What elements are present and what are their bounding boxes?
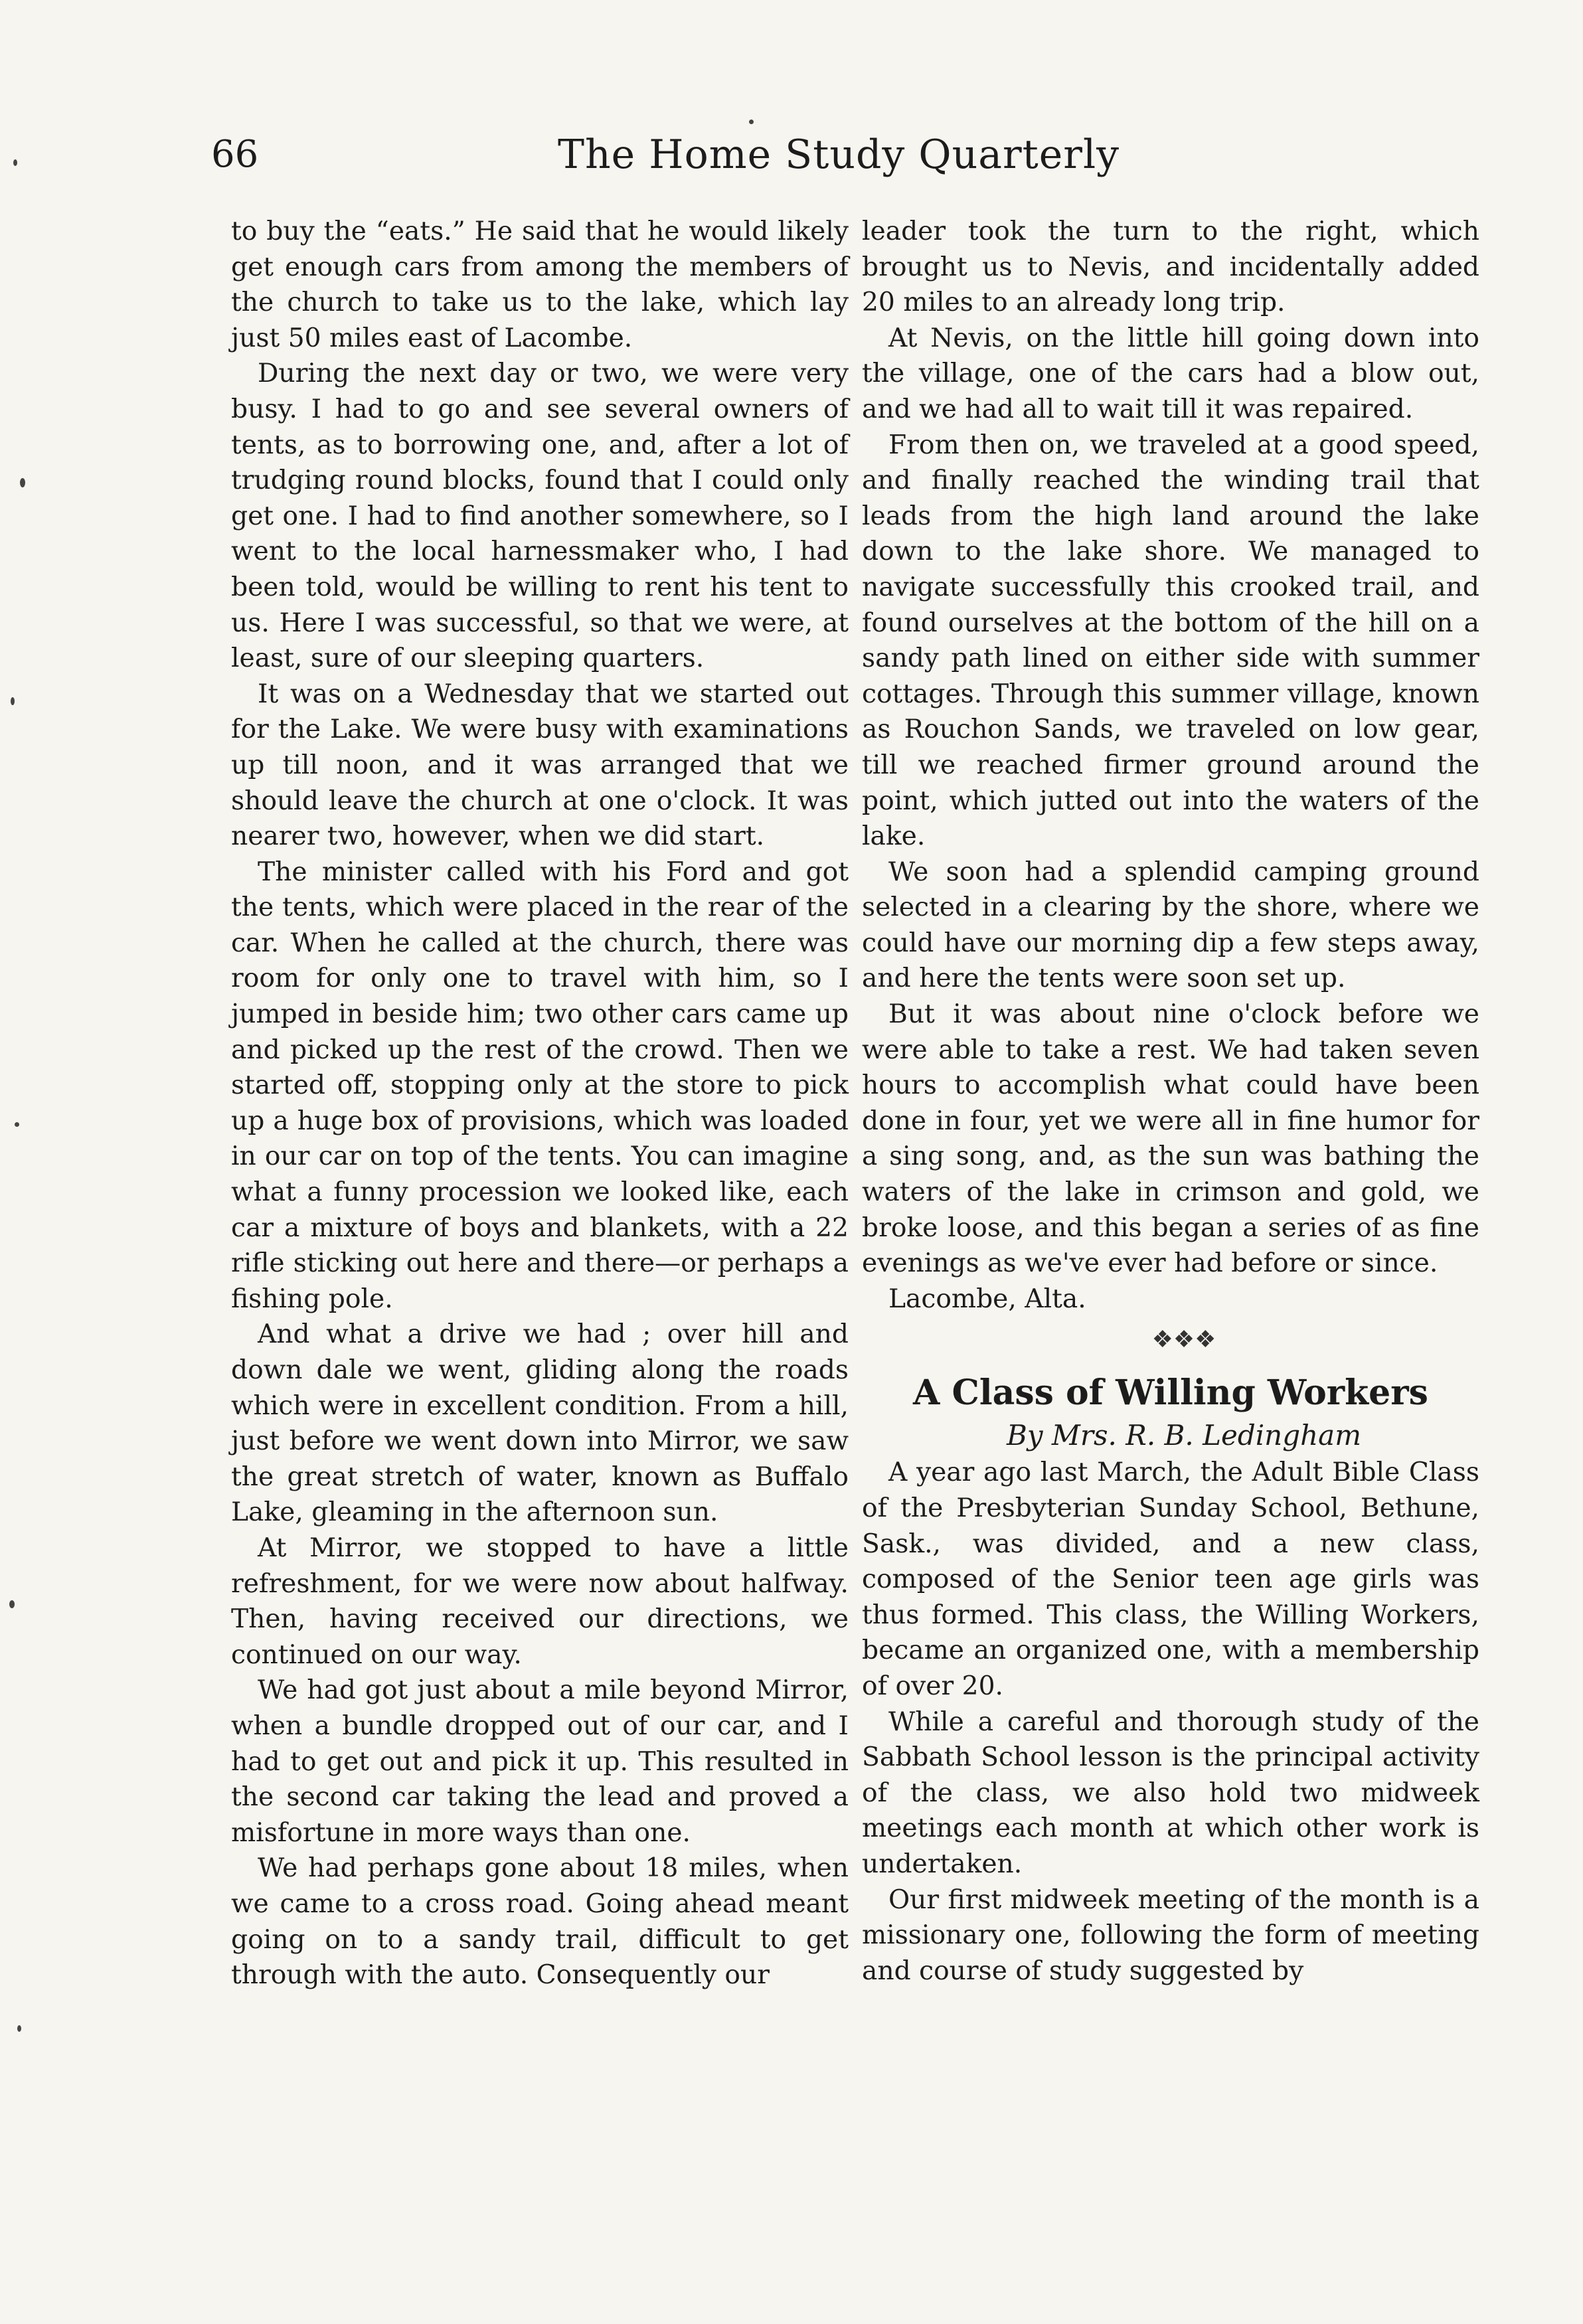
article-title: A Class of Willing Workers	[913, 1372, 1428, 1414]
paragraph: We had got just about a mile beyond Mirror, when a bundle dropped out of our car, and I had to get out and pick it up. This resulted in the second car taking the lead and proved a misfortune in more ways than one.	[231, 1675, 849, 1848]
paragraph: We had perhaps gone about 18 miles, when we came to a cross road. Going ahead meant going on to a sandy trail, difficult to get through with the auto. Consequently our	[231, 1853, 849, 1991]
right-column	[862, 214, 1479, 1989]
scan-speck	[17, 2025, 21, 2032]
signature-place: Lacombe, Alta.	[888, 1284, 1086, 1314]
scan-speck	[20, 478, 25, 487]
paragraph: The minister called with his Ford and got the tents, which were placed in the rear of the car. When he called at the church, there was room for only one to travel with him, so I jumped in beside him; two other cars came up and picked up the rest of the crowd. Then we started off, stopping only at the store to pick up a huge box of provisions, which was loaded in our car on top of the tents. You can imagine what a funny procession we looked like, each car a mixture of boys and blankets, with a 22 rifle sticking out here and there—or perhaps a fishing pole.	[231, 857, 849, 1314]
page-number: 66	[211, 133, 259, 176]
paragraph: to buy the “eats.” He said that he would likely get enough cars from among the members of the church to take us to the lake, which lay just 50 miles east of Lacombe.	[231, 216, 849, 353]
paragraph: leader took the turn to the right, which brought us to Nevis, and incidentally added 20 miles to an already long trip.	[862, 216, 1479, 318]
paragraph: And what a drive we had ; over hill and down dale we went, gliding along the roads which were in excellent condition. From a hill, just before we went down into Mirror, we saw the great stretch of water, known as Buffalo Lake, gleaming in the afternoon sun.	[231, 1319, 849, 1528]
paragraph: At Nevis, on the little hill going down into the village, one of the cars had a blow out, and we had all to wait till it was repaired.	[862, 323, 1479, 424]
scan-speck	[13, 159, 17, 166]
ornament-separator: ❖❖❖	[1151, 1326, 1216, 1354]
paragraph: But it was about nine o'clock before we were able to take a rest. We had taken seven hours to accomplish what could have been done in four, yet we were all in fine humor for a sing song, and, as the sun was bathing the waters of the lake in crimson and gold, we broke loose, and this began a series of as fine evenings as we've ever had before or since.	[862, 999, 1479, 1279]
article-byline: By Mrs. R. B. Ledingham	[1006, 1419, 1362, 1452]
paragraph: While a careful and thorough study of the Sabbath School lesson is the principal activity of the class, we also hold two midweek meetings each month at which other work is undertaken.	[862, 1706, 1479, 1879]
paragraph: During the next day or two, we were very busy. I had to go and see several owners of tents, as to borrowing one, and, after a lot of trudging round blocks, found that I could only get one. I had to find another somewhere, so I went to the local harnessmaker who, I had been told, would be willing to rent his tent to us. Here I was successful, so that we were, at least, sure of our sleeping quarters.	[231, 359, 849, 674]
paragraph: At Mirror, we stopped to have a little refreshment, for we were now about halfway. Then, having received our directions, we continued on our way.	[231, 1533, 849, 1670]
scan-speck	[9, 1600, 15, 1608]
paragraph: From then on, we traveled at a good speed, and finally reached the winding trail that leads from the high land around the lake down to the lake shore. We managed to navigate successfully this crooked trail, and found ourselves at the bottom of the hill on a sandy path lined on either side with summer cottages. Through this summer village, known as Rouchon Sands, we traveled on low gear, till we reached firmer ground around the point, which jutted out into the waters of the lake.	[862, 430, 1479, 852]
paragraph: Our first midweek meeting of the month is a missionary one, following the form of meeting and course of study suggested by	[862, 1884, 1479, 1986]
scan-speck	[749, 120, 754, 124]
paragraph: A year ago last March, the Adult Bible Class of the Presbyterian Sunday School, Bethune, Sask., was divided, and a new class, composed of the Senior teen age girls was thus formed. This class, the Willing Workers, became an organized one, with a membership of over 20.	[862, 1457, 1479, 1701]
scan-speck	[11, 697, 15, 705]
left-column	[231, 214, 849, 1993]
paragraph: We soon had a splendid camping ground selected in a clearing by the shore, where we could have our morning dip a few steps away, and here the tents were soon set up.	[862, 857, 1479, 994]
scan-speck	[15, 1122, 19, 1127]
running-head: The Home Study Quarterly	[558, 131, 1120, 178]
paragraph: It was on a Wednesday that we started out for the Lake. We were busy with examinations up till noon, and it was arranged that we should leave the church at one o'clock. It was nearer two, however, when we did start.	[231, 679, 849, 852]
